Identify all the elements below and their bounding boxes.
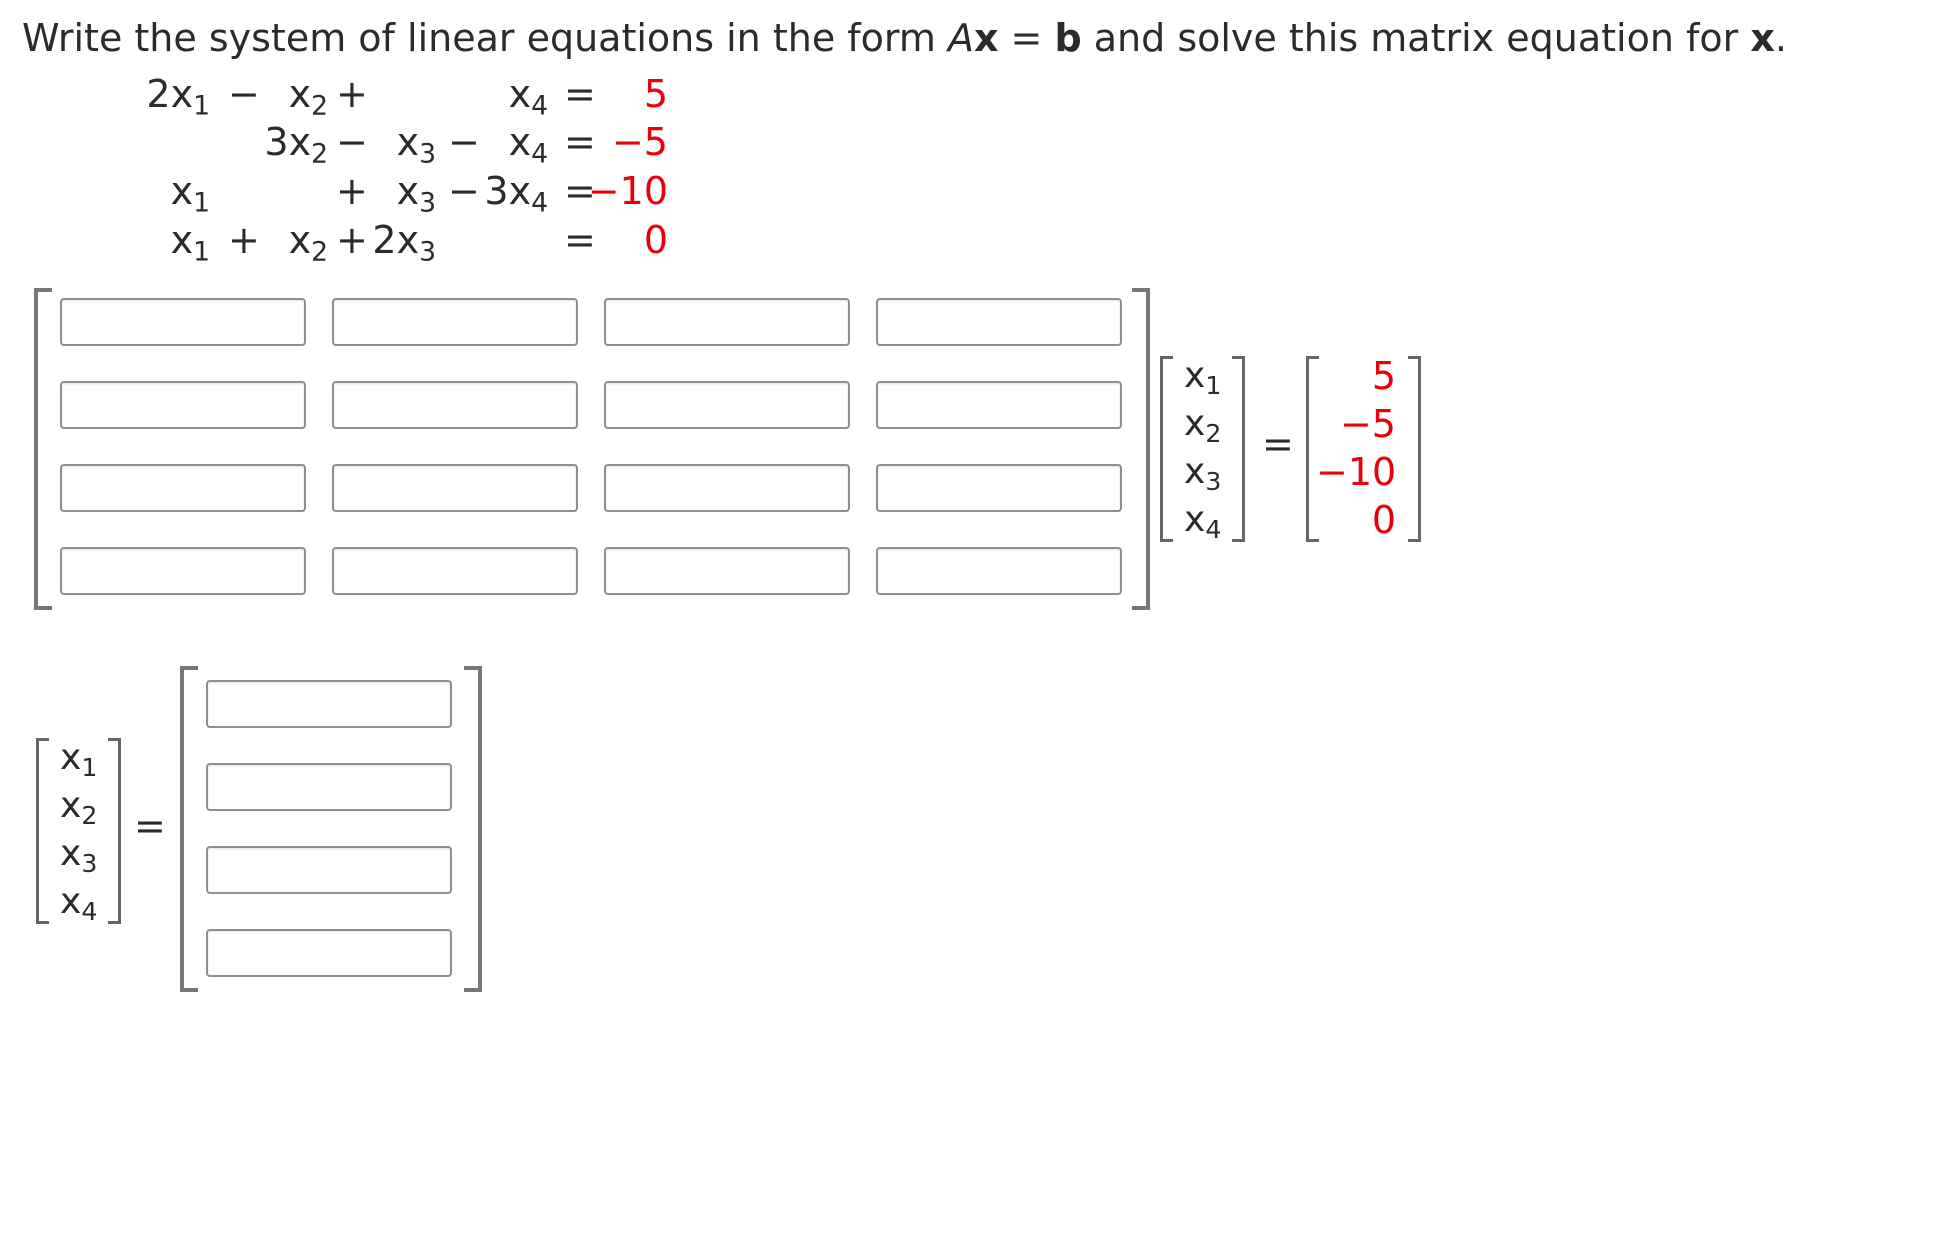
vector-x-symbol: x <box>973 16 999 60</box>
term-subscript: 4 <box>531 187 548 219</box>
variable-subscript: 4 <box>1205 515 1222 545</box>
matrix-A-input-r4-c4[interactable] <box>876 547 1122 595</box>
term-variable: x <box>170 218 194 262</box>
term-variable: x <box>508 120 532 164</box>
variable-name: x <box>60 881 82 922</box>
equation-operator: + <box>228 218 260 262</box>
term-subscript: 1 <box>193 236 210 268</box>
equation-operator: + <box>336 169 368 213</box>
solution-right-bracket <box>464 666 482 992</box>
equation-operator: − <box>448 120 480 164</box>
term-subscript: 3 <box>419 236 436 268</box>
x-vector-entry-4 <box>1184 490 1221 550</box>
equation-term <box>418 167 548 219</box>
solution-input-x2[interactable] <box>206 763 452 811</box>
matrix-A-input-r2-c3[interactable] <box>604 381 850 429</box>
matrix-A-input-r3-c3[interactable] <box>604 464 850 512</box>
term-variable: x <box>288 218 312 262</box>
term-variable: x <box>288 72 312 116</box>
solution-input-x3[interactable] <box>206 846 452 894</box>
equation-equals: = <box>564 72 596 116</box>
matrix-A-right-bracket <box>1132 288 1150 610</box>
term-subscript: 2 <box>311 236 328 268</box>
vector-b-symbol: b <box>1054 16 1082 60</box>
equation-term <box>306 167 436 219</box>
equation-term <box>418 118 548 170</box>
term-subscript: 2 <box>311 138 328 170</box>
x-vector-right-bracket <box>1232 356 1245 542</box>
b-vector-entry-2: −5 <box>1339 402 1396 446</box>
matrix-A-input-r4-c1[interactable] <box>60 547 306 595</box>
equation-rhs: −10 <box>587 169 668 213</box>
matrix-A-input-r1-c4[interactable] <box>876 298 1122 346</box>
matrix-A-symbol: A <box>947 16 974 60</box>
equation-equals: = <box>564 218 596 262</box>
matrix-A-input-r3-c4[interactable] <box>876 464 1122 512</box>
solution-left-bracket <box>180 666 198 992</box>
b-vector-entry-4: 0 <box>1371 498 1396 542</box>
solution-input-x4[interactable] <box>206 929 452 977</box>
matrix-equals-sign: = <box>1262 422 1294 466</box>
variable-name: x <box>1184 403 1206 444</box>
variable-name: x <box>60 785 82 826</box>
variable-name: x <box>60 737 82 778</box>
matrix-A-input-r4-c3[interactable] <box>604 547 850 595</box>
variable-subscript: 2 <box>1205 419 1222 449</box>
term-subscript: 4 <box>531 138 548 170</box>
equation-operator: + <box>336 72 368 116</box>
x-vector-left-bracket <box>1160 356 1173 542</box>
matrix-A-input-r2-c1[interactable] <box>60 381 306 429</box>
solution-x-right-bracket <box>108 738 121 924</box>
equation-term <box>80 70 210 122</box>
term-variable: 2x <box>372 218 420 262</box>
term-variable: x <box>170 169 194 213</box>
equation-rhs: 5 <box>643 72 668 116</box>
term-variable: x <box>508 72 532 116</box>
variable-name: x <box>1184 499 1206 540</box>
term-variable: x <box>396 120 420 164</box>
matrix-A-input-r3-c2[interactable] <box>332 464 578 512</box>
variable-name: x <box>1184 451 1206 492</box>
matrix-A-input-r2-c2[interactable] <box>332 381 578 429</box>
equation-operator: − <box>336 120 368 164</box>
equation-term <box>198 70 328 122</box>
equation-equals: = <box>564 120 596 164</box>
solution-x-entry-4 <box>60 872 97 932</box>
equation-term <box>80 167 210 219</box>
b-vector-entry-3: −10 <box>1316 450 1397 494</box>
variable-subscript: 3 <box>81 849 98 879</box>
term-subscript: 2 <box>311 90 328 122</box>
term-variable: x <box>396 169 420 213</box>
variable-subscript: 1 <box>1205 371 1222 401</box>
equation-term <box>80 216 210 268</box>
equation-equals: = <box>564 169 596 213</box>
term-variable: 3x <box>484 169 532 213</box>
matrix-A-left-bracket <box>34 288 52 610</box>
term-subscript: 3 <box>419 138 436 170</box>
term-subscript: 1 <box>193 90 210 122</box>
equation-operator: − <box>228 72 260 116</box>
variable-name: x <box>1184 355 1206 396</box>
equation-operator: − <box>448 169 480 213</box>
question-prompt: Write the system of linear equations in the form Ax = b and solve this matrix equation for x. <box>22 16 1787 60</box>
solution-x-left-bracket <box>36 738 49 924</box>
matrix-A-input-r3-c1[interactable] <box>60 464 306 512</box>
equation-operator: + <box>336 218 368 262</box>
variable-subscript: 2 <box>81 801 98 831</box>
term-variable: 2x <box>146 72 194 116</box>
matrix-A-input-r2-c4[interactable] <box>876 381 1122 429</box>
variable-subscript: 3 <box>1205 467 1222 497</box>
term-subscript: 3 <box>419 187 436 219</box>
b-vector-entry-1: 5 <box>1371 354 1396 398</box>
equation-term <box>418 70 548 122</box>
solution-equals-sign: = <box>134 804 166 848</box>
matrix-A-input-r4-c2[interactable] <box>332 547 578 595</box>
matrix-A-input-r1-c2[interactable] <box>332 298 578 346</box>
matrix-A-input-r1-c1[interactable] <box>60 298 306 346</box>
equation-rhs: 0 <box>643 218 668 262</box>
variable-subscript: 1 <box>81 753 98 783</box>
variable-subscript: 4 <box>81 897 98 927</box>
variable-name: x <box>60 833 82 874</box>
solution-input-x1[interactable] <box>206 680 452 728</box>
equation-term <box>306 118 436 170</box>
term-subscript: 1 <box>193 187 210 219</box>
matrix-A-input-r1-c3[interactable] <box>604 298 850 346</box>
equation-rhs: −5 <box>611 120 668 164</box>
b-vector-right-bracket <box>1408 356 1421 542</box>
term-variable: 3x <box>264 120 312 164</box>
equation-term <box>306 216 436 268</box>
term-subscript: 4 <box>531 90 548 122</box>
